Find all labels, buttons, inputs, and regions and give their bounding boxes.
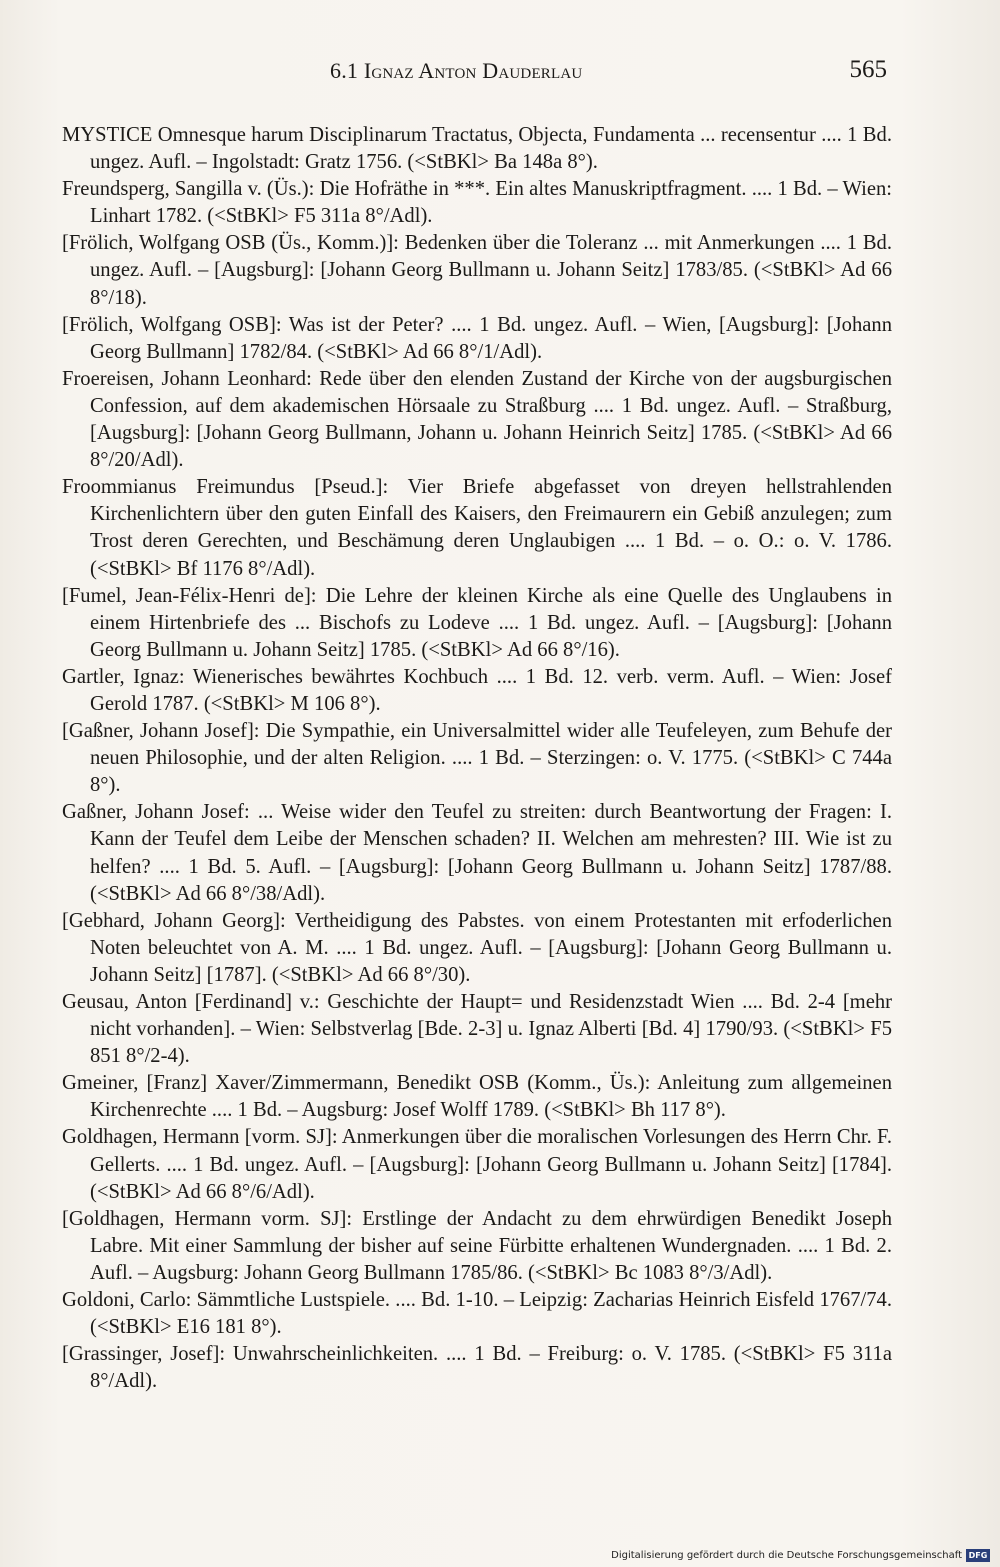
bibliography-entry: Gaßner, Johann Josef: ... Weise wider den Teufel zu streiten: durch Beantwortung der Fragen: I. Kann der Teufel dem Leibe der Menschen schaden? II. Welchen am mehresten? III. Wie ist zu helfen? .... 1 Bd. 5. Aufl. – [Augsburg]: [Johann Georg Bullmann u. Johann Seitz] 1787/88. (<StBKl> Ad 66 8°/38/Adl). <box>62 801 892 905</box>
section-number: 6.1 <box>330 58 359 83</box>
bibliography-entry: Goldhagen, Hermann [vorm. SJ]: Anmerkungen über die moralischen Vorlesungen des Herrn Chr. F. Gellerts. .... 1 Bd. ungez. Aufl. – [Augsburg]: [Johann Georg Bullmann u. Johann Seitz] [1784]. (<StBKl> Ad 66 8°/6/Adl). <box>62 1126 892 1203</box>
bibliography-entry: [Goldhagen, Hermann vorm. SJ]: Erstlinge der Andacht zu dem ehrwürdigen Benedikt Joseph Labre. Mit einer Sammlung der bisher auf seine Fürbitte erhaltenen Wundergnaden. .... 1 Bd. 2. Aufl. – Augsburg: Johann Georg Bullmann 1785/86. (<StBKl> Bc 1083 8°/3/Adl). <box>62 1207 892 1284</box>
bibliography-entry: [Gebhard, Johann Georg]: Vertheidigung des Pabstes. von einem Protestanten mit erfoderlichen Noten beleuchtet von A. M. .... 1 Bd. ungez. Aufl. – [Augsburg]: [Johann Georg Bullmann u. Johann Seitz] [1787]. (<StBKl> Ad 66 8°/30). <box>62 909 892 986</box>
bibliography-entry: Gartler, Ignaz: Wienerisches bewährtes Kochbuch .... 1 Bd. 12. verb. verm. Aufl. – Wien: Josef Gerold 1787. (<StBKl> M 106 8°). <box>62 665 892 715</box>
bibliography-entry: Gmeiner, [Franz] Xaver/Zimmermann, Benedikt OSB (Komm., Üs.): Anleitung zum allgemeinen Kirchenrechte .... 1 Bd. – Augsburg: Josef Wolff 1789. (<StBKl> Bh 117 8°). <box>62 1072 892 1122</box>
bibliography-entry: Geusau, Anton [Ferdinand] v.: Geschichte der Haupt= und Residenzstadt Wien .... Bd. 2-4 [mehr nicht vorhanden]. – Wien: Selbstverlag [Bde. 2-3] u. Ignaz Alberti [Bd. 4] 1790/93. (<StBKl> F5 851 8°/2-4). <box>62 991 892 1068</box>
bibliography-entry: Goldoni, Carlo: Sämmtliche Lustspiele. .... Bd. 1-10. – Leipzig: Zacharias Heinrich Eisfeld 1767/74. (<StBKl> E16 181 8°). <box>62 1289 892 1339</box>
bibliography-entry: [Grassinger, Josef]: Unwahrscheinlichkeiten. .... 1 Bd. – Freiburg: o. V. 1785. (<StBKl> F5 311a 8°/Adl). <box>62 1343 892 1393</box>
running-head <box>330 58 582 84</box>
bibliography-entry: Freundsperg, Sangilla v. (Üs.): Die Hofräthe in ***. Ein altes Manuskriptfragment. .... 1 Bd. – Wien: Linhart 1782. (<StBKl> F5 311a 8°/Adl). <box>62 178 892 228</box>
bibliography-entry: Froereisen, Johann Leonhard: Rede über den elenden Zustand der Kirche von der augsburgischen Confession, auf dem akademischen Hörsaale zu Straßburg .... 1 Bd. ungez. Aufl. – Straßburg, [Augsburg]: [Johann Georg Bullmann, Johann u. Johann Heinrich Seitz] 1785. (<StBKl> Ad 66 8°/20/Adl). <box>62 367 892 472</box>
dfg-logo: DFG <box>966 1549 990 1562</box>
bibliography-entry: [Frölich, Wolfgang OSB]: Was ist der Peter? .... 1 Bd. ungez. Aufl. – Wien, [Augsburg]: [Johann Georg Bullmann] 1782/84. (<StBKl> Ad 66 8°/1/Adl). <box>62 313 892 363</box>
page-number: 565 <box>849 56 887 83</box>
section-title: Ignaz Anton Dauderlau <box>363 58 583 83</box>
digitization-credit: Digitalisierung gefördert durch die Deutsche Forschungsgemeinschaft <box>611 1550 962 1561</box>
bibliography-list <box>62 122 892 1395</box>
bibliography-entry: Froommianus Freimundus [Pseud.]: Vier Briefe abgefasset von dreyen hellstrahlenden Kirchenlichtern über den guten Einfall des Kaisers, den Freimaurern ein Gebiß anzulegen; zum Trost deren Gerechten, und Beschämung deren Unglaubigen .... 1 Bd. – o. O.: o. V. 1786. (<StBKl> Bf 1176 8°/Adl). <box>62 476 892 580</box>
bibliography-entry: [Fumel, Jean-Félix-Henri de]: Die Lehre der kleinen Kirche als eine Quelle des Unglaubens in einem Hirtenbriefe des ... Bischofs zu Lodeve .... 1 Bd. ungez. Aufl. – [Augsburg]: [Johann Georg Bullmann u. Johann Seitz] 1785. (<StBKl> Ad 66 8°/16). <box>62 584 892 661</box>
bibliography-entry: MYSTICE Omnesque harum Disciplinarum Tractatus, Objecta, Fundamenta ... recensentur .... 1 Bd. ungez. Aufl. – Ingolstadt: Gratz 1756. (<StBKl> Ba 148a 8°). <box>62 124 892 174</box>
bibliography-entry: [Gaßner, Johann Josef]: Die Sympathie, ein Universalmittel wider alle Teufeleyen, zum Behufe der neuen Philosophie, und der alten Religion. .... 1 Bd. – Sterzingen: o. V. 1775. (<StBKl> C 744a 8°). <box>62 720 892 797</box>
bibliography-entry: [Frölich, Wolfgang OSB (Üs., Komm.)]: Bedenken über die Toleranz ... mit Anmerkungen .... 1 Bd. ungez. Aufl. – [Augsburg]: [Johann Georg Bullmann u. Johann Seitz] 1783/85. (<StBKl> Ad 66 8°/18). <box>62 232 892 309</box>
